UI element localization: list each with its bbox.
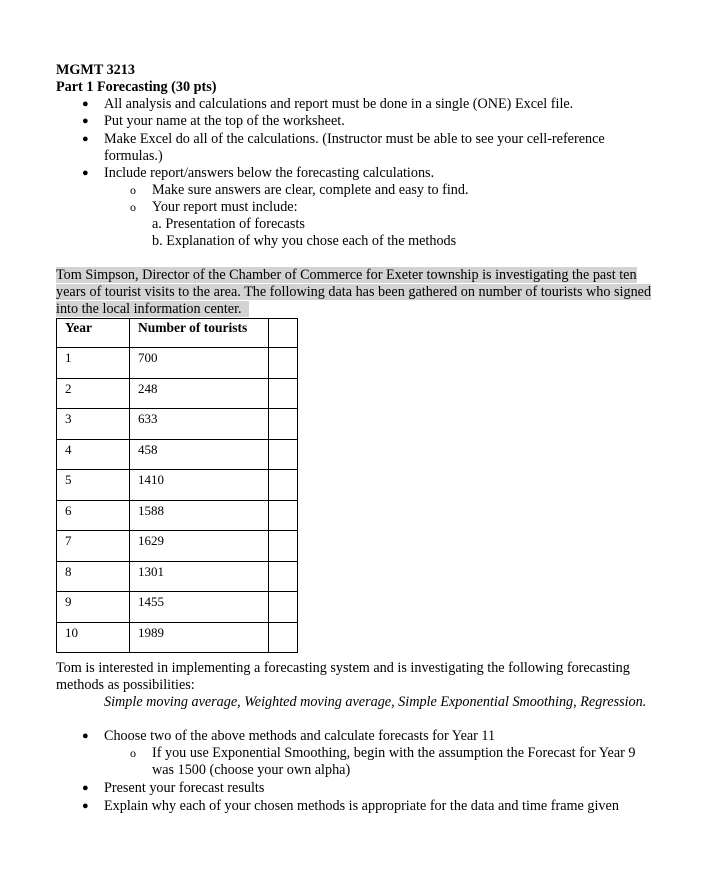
cell-empty: [269, 592, 298, 623]
cell-year: 8: [57, 561, 130, 592]
cell-year: 1: [57, 348, 130, 379]
table-row: [57, 531, 298, 562]
cell-tourists: 700: [130, 348, 269, 379]
bullet-icon: ●: [82, 115, 89, 127]
circle-bullet-icon: o: [130, 746, 136, 760]
cell-empty: [269, 500, 298, 531]
cell-year: 6: [57, 500, 130, 531]
scenario-line: [56, 284, 651, 301]
bullet-icon: ●: [82, 98, 89, 110]
cell-empty: [269, 622, 298, 653]
scenario-text: into the local information center.: [56, 301, 249, 317]
instruction-item: Put your name at the top of the worksheet.: [104, 113, 345, 129]
bullet-icon: ●: [82, 782, 89, 794]
table-header-row: [57, 319, 298, 348]
tourist-data-table: [56, 318, 298, 653]
table-row: [57, 439, 298, 470]
cell-empty: [269, 531, 298, 562]
cell-tourists: 248: [130, 378, 269, 409]
cell-empty: [269, 409, 298, 440]
task-item: Choose two of the above methods and calculate forecasts for Year 11: [104, 728, 496, 744]
bullet-icon: ●: [82, 800, 89, 812]
report-subitem: Make sure answers are clear, complete and easy to find.: [152, 182, 469, 198]
cell-year: 7: [57, 531, 130, 562]
task-subitem: If you use Exponential Smoothing, begin with the assumption the Forecast for Year 9: [152, 745, 636, 761]
table-row: [57, 561, 298, 592]
instruction-item: Make Excel do all of the calculations. (Instructor must be able to see your cell-reference: [104, 131, 605, 147]
circle-bullet-icon: o: [130, 183, 136, 197]
cell-year: 2: [57, 378, 130, 409]
scenario-text: years of tourist visits to the area. The following data has been gathered on number of tourists who signed: [56, 284, 652, 300]
bullet-icon: ●: [82, 167, 89, 179]
table-row: [57, 378, 298, 409]
table-row: [57, 622, 298, 653]
instruction-item: All analysis and calculations and report must be done in a single (ONE) Excel file.: [104, 96, 574, 112]
table-row: [57, 470, 298, 501]
task-item: Explain why each of your chosen methods is appropriate for the data and time frame given: [104, 798, 619, 814]
bullet-icon: ●: [82, 133, 89, 145]
cell-tourists: 1301: [130, 561, 269, 592]
report-subitem: Your report must include:: [152, 199, 298, 215]
cell-tourists: 1455: [130, 592, 269, 623]
task-subitem-continued: was 1500 (choose your own alpha): [152, 762, 351, 778]
header-number-of-tourists: Number of tourists: [130, 319, 269, 348]
scenario-line: [56, 301, 249, 318]
methods-intro-line: Tom is interested in implementing a forecasting system and is investigating the following forecasting: [56, 660, 630, 676]
table-row: [57, 500, 298, 531]
header-empty: [269, 319, 298, 348]
instruction-item: Include report/answers below the forecasting calculations.: [104, 165, 435, 181]
circle-bullet-icon: o: [130, 200, 136, 214]
methods-intro-line: methods as possibilities:: [56, 677, 195, 693]
course-code: MGMT 3213: [56, 62, 135, 78]
bullet-icon: ●: [82, 730, 89, 742]
cell-empty: [269, 561, 298, 592]
cell-tourists: 633: [130, 409, 269, 440]
report-content-item: b. Explanation of why you chose each of the methods: [152, 233, 457, 249]
instruction-item-continued: formulas.): [104, 148, 163, 164]
table-row: [57, 409, 298, 440]
part-title: Part 1 Forecasting (30 pts): [56, 79, 217, 95]
scenario-line: [56, 267, 637, 284]
cell-year: 9: [57, 592, 130, 623]
cell-tourists: 1629: [130, 531, 269, 562]
cell-empty: [269, 439, 298, 470]
task-item: Present your forecast results: [104, 780, 265, 796]
scenario-text: Tom Simpson, Director of the Chamber of Commerce for Exeter township is investigating the past ten: [56, 267, 637, 283]
cell-empty: [269, 348, 298, 379]
cell-empty: [269, 470, 298, 501]
cell-year: 3: [57, 409, 130, 440]
cell-year: 4: [57, 439, 130, 470]
table-row: [57, 592, 298, 623]
cell-tourists: 1989: [130, 622, 269, 653]
cell-year: 10: [57, 622, 130, 653]
methods-list: Simple moving average, Weighted moving average, Simple Exponential Smoothing, Regression.: [104, 694, 647, 710]
cell-tourists: 1410: [130, 470, 269, 501]
cell-tourists: 458: [130, 439, 269, 470]
report-content-item: a. Presentation of forecasts: [152, 216, 305, 232]
header-year: Year: [57, 319, 130, 348]
cell-empty: [269, 378, 298, 409]
table-row: [57, 348, 298, 379]
cell-tourists: 1588: [130, 500, 269, 531]
cell-year: 5: [57, 470, 130, 501]
